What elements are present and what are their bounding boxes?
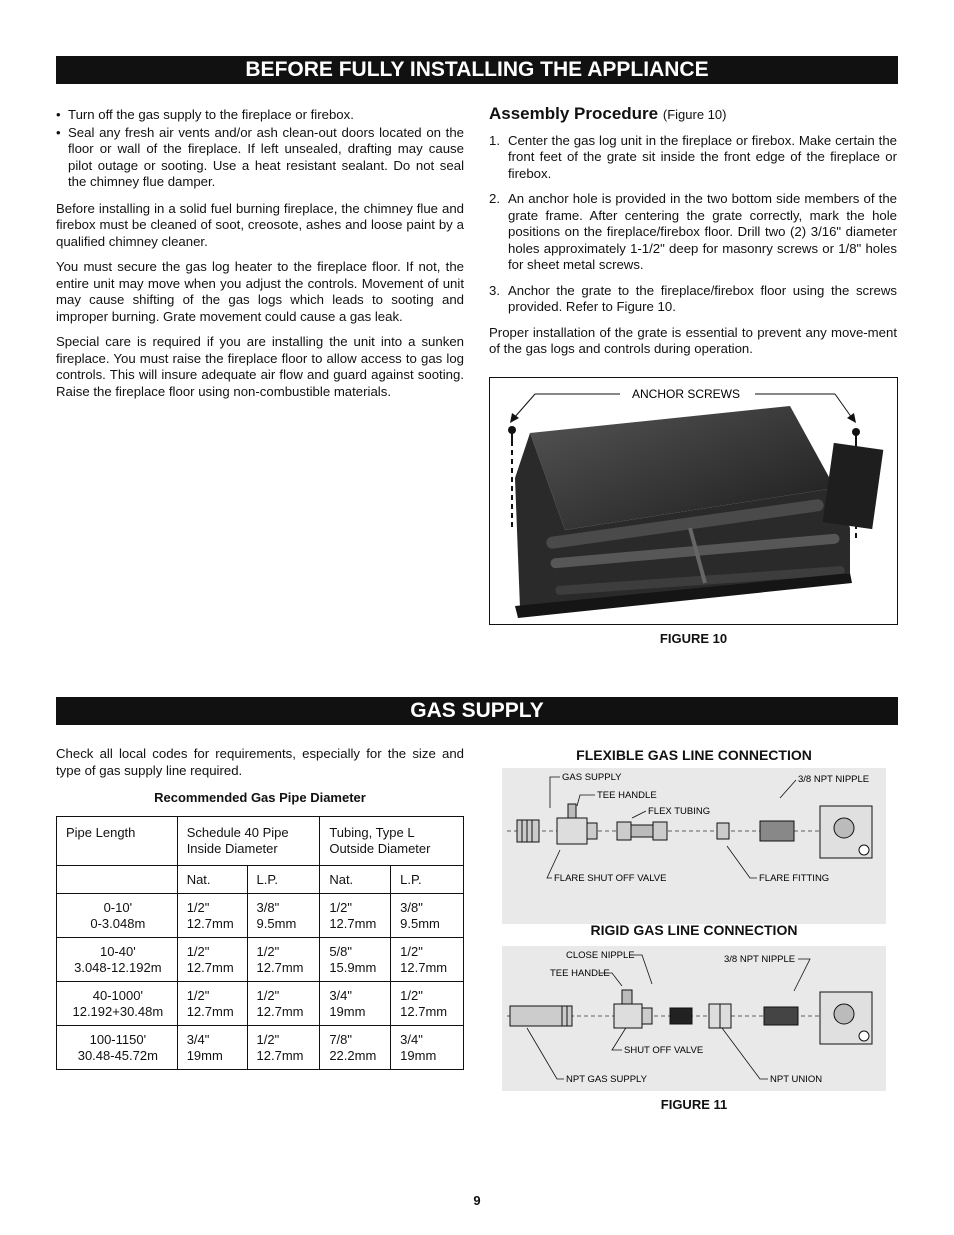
table-row <box>57 982 464 1026</box>
arrow-head <box>847 413 856 423</box>
page-number: 9 <box>473 1193 481 1208</box>
cell-line: 30.48-45.72m <box>77 1048 158 1063</box>
length-cell <box>57 938 178 982</box>
cell-line: 1/2" <box>256 944 280 959</box>
leader-line <box>550 777 560 808</box>
cell-line: 12.7mm <box>400 1004 448 1019</box>
step-text: Anchor the grate to the fireplace/firebox floor using the screws provided. Refer to Figure 10. <box>508 282 897 314</box>
table-row <box>57 894 464 938</box>
valve-port <box>859 1031 869 1041</box>
value-cell <box>247 982 320 1026</box>
anchor-screw-icon <box>508 426 516 434</box>
tee-handle-icon <box>568 804 576 818</box>
label-close-nipple: CLOSE NIPPLE <box>566 950 635 961</box>
empty-cell <box>57 866 178 894</box>
leader-line <box>794 959 810 991</box>
gas-supply-pipe <box>517 820 539 842</box>
figure10-grate-photo <box>489 377 898 625</box>
label-flare-valve: FLARE SHUT OFF VALVE <box>554 873 667 884</box>
value-cell <box>320 1026 391 1070</box>
bullet-item: • Turn off the gas supply to the fireplace or firebox. <box>56 107 464 124</box>
valve-outlet <box>587 823 597 839</box>
flexible-gas-line-diagram <box>502 768 886 924</box>
step-text: Center the gas log unit in the fireplace or firebox. Make certain the front feet of the grate sit inside the front edge of the fireplace or firebox. <box>508 132 897 181</box>
flare-fitting-icon <box>717 823 729 839</box>
leader-line <box>727 846 757 878</box>
cell-line: 0-3.048m <box>90 916 146 931</box>
value-cell <box>177 938 247 982</box>
value-cell <box>247 1026 320 1070</box>
cell-line: 1/2" <box>186 944 210 959</box>
table-header-row <box>57 817 464 866</box>
subheader-cell: Nat. <box>320 866 391 894</box>
label-npt-gas-supply: NPT GAS SUPPLY <box>566 1074 647 1085</box>
assembly-closing: Proper installation of the grate is essential to prevent any move-ment of the gas logs and controls during operation. <box>489 324 897 356</box>
flare-valve-body <box>557 818 587 844</box>
cell-line: 1/2" <box>400 988 423 1003</box>
assembly-steps <box>489 133 897 316</box>
section-title-before-installing: BEFORE FULLY INSTALLING THE APPLIANCE <box>56 56 898 84</box>
cell-line: 1/2" <box>256 1032 280 1047</box>
cell-line: 5/8" <box>329 944 353 959</box>
subheader-cell: L.P. <box>391 866 464 894</box>
assembly-heading <box>489 106 897 124</box>
subheader-cell: Nat. <box>177 866 247 894</box>
leader-line <box>527 1028 564 1079</box>
value-cell <box>247 894 320 938</box>
cell-line: 7/8" <box>329 1032 353 1047</box>
header-line: Schedule 40 Pipe <box>186 825 289 840</box>
step-text: An anchor hole is provided in the two bottom side members of the grate frame. After centering the grate correctly, mark the hole positions on the fireplace/firebox floor. Drill two (2) 3/16" diameter holes approximately 1-1/2" deep for masonry screws or 1/8" holes for sheet metal screws. <box>508 191 897 272</box>
flex-tubing-icon <box>631 825 653 837</box>
cell-line: 3/4" <box>400 1032 423 1047</box>
rigid-gas-line-diagram <box>502 946 886 1091</box>
cell-line: 3/4" <box>186 1032 210 1047</box>
flare-nut <box>653 822 667 840</box>
cell-line: 3/8" <box>400 900 423 915</box>
label-shut-off-valve: SHUT OFF VALVE <box>624 1045 704 1056</box>
cell-line: 12.7mm <box>256 1004 304 1019</box>
header-pipe-length: Pipe Length <box>57 817 178 866</box>
flex-connection-title: FLEXIBLE GAS LINE CONNECTION <box>576 747 812 763</box>
table-row <box>57 938 464 982</box>
value-cell <box>247 938 320 982</box>
cell-line: 12.7mm <box>186 916 234 931</box>
step-item <box>489 191 897 274</box>
npt-nipple-icon <box>760 821 794 841</box>
cell-line: 1/2" <box>400 944 423 959</box>
header-line: Tubing, Type L <box>329 825 415 840</box>
leader-line <box>632 811 646 818</box>
cell-line: 0-10' <box>103 900 133 915</box>
label-npt-nipple: 3/8 NPT NIPPLE <box>724 954 796 965</box>
cell-line: 1/2" <box>186 900 210 915</box>
npt-gas-supply-pipe <box>510 1006 572 1026</box>
header-line: Inside Diameter <box>186 841 278 856</box>
value-cell <box>320 894 391 938</box>
cell-line: 12.7mm <box>186 1004 234 1019</box>
label-npt-nipple: 3/8 NPT NIPPLE <box>798 774 870 785</box>
gas-pipe-diameter-table <box>56 816 464 1070</box>
leader-line <box>780 780 796 798</box>
valve-port <box>859 845 869 855</box>
cell-line: 12.7mm <box>256 960 304 975</box>
header-line: Outside Diameter <box>329 841 431 856</box>
rigid-connection-title: RIGID GAS LINE CONNECTION <box>590 922 798 938</box>
cell-line: 9.5mm <box>400 916 440 931</box>
gas-supply-intro <box>56 746 464 788</box>
length-cell <box>57 1026 178 1070</box>
header-tubing <box>320 817 464 866</box>
value-cell <box>391 982 464 1026</box>
cell-line: 1/2" <box>186 988 210 1003</box>
cell-line: 40-1000' <box>92 988 143 1003</box>
assembly-heading-text: Assembly Procedure <box>489 104 659 123</box>
pipe-table-title: Recommended Gas Pipe Diameter <box>154 790 366 805</box>
figure10-caption: FIGURE 10 <box>659 631 728 646</box>
step-number: 3. <box>489 282 500 298</box>
value-cell <box>320 938 391 982</box>
cell-line: 100-1150' <box>89 1032 147 1047</box>
assembly-procedure <box>489 106 897 367</box>
value-cell <box>177 1026 247 1070</box>
paragraph-chimney: Before installing in a solid fuel burning fireplace, the chimney flue and firebox must be cleaned of soot, creosote, ashes and loose paint by a qualified chimney cleaner. <box>56 200 464 249</box>
value-cell <box>177 894 247 938</box>
cell-line: 22.2mm <box>329 1048 377 1063</box>
label-flex-tubing: FLEX TUBING <box>648 806 711 817</box>
label-tee-handle: TEE HANDLE <box>597 790 657 801</box>
cell-line: 3/4" <box>329 988 353 1003</box>
figure11-caption: FIGURE 11 <box>660 1097 728 1112</box>
subheader-cell: L.P. <box>247 866 320 894</box>
cell-line: 15.9mm <box>329 960 377 975</box>
header-schedule40 <box>177 817 320 866</box>
value-cell <box>391 1026 464 1070</box>
step-number: 1. <box>489 132 500 148</box>
label-gas-supply: GAS SUPPLY <box>562 772 622 783</box>
cell-line: 19mm <box>400 1048 437 1063</box>
cell-line: 19mm <box>186 1048 223 1063</box>
flare-nut <box>617 822 631 840</box>
leader-line <box>577 795 595 806</box>
anchor-screw-icon <box>852 428 860 436</box>
step-item <box>489 283 897 316</box>
table-subheader-row <box>57 866 464 894</box>
control-valve-box <box>823 443 884 529</box>
arrow-line <box>835 394 852 418</box>
cell-line: 12.7mm <box>329 916 377 931</box>
cell-line: 9.5mm <box>256 916 297 931</box>
cell-line: 3/8" <box>256 900 280 915</box>
paragraph-sunken: Special care is required if you are installing the unit into a sunken fireplace. You must raise the fireplace floor to allow access to gas log controls. This will insure adequate air flow and guard against sooting. Raise the fireplace floor using non-combustible materials. <box>56 334 464 399</box>
value-cell <box>320 982 391 1026</box>
gas-supply-intro-text: Check all local codes for requirements, especially for the size and type of gas supply line required. <box>56 746 464 778</box>
npt-nipple-icon <box>764 1007 798 1025</box>
value-cell <box>391 938 464 982</box>
arrow-line <box>514 394 535 418</box>
left-column-text <box>56 107 464 409</box>
bullet-item: • Seal any fresh air vents and/or ash clean-out doors located on the floor or wall of the fireplace. If left unsealed, drafting may cause pilot outage or sooting. Use a heat resistant sealant. Do not seal the chimney flue damper. <box>56 125 464 191</box>
table-row <box>57 1026 464 1070</box>
value-cell <box>177 982 247 1026</box>
assembly-figure-ref: (Figure 10) <box>662 107 727 122</box>
step-item <box>489 133 897 183</box>
cell-line: 19mm <box>329 1004 366 1019</box>
step-number: 2. <box>489 191 500 206</box>
close-nipple-icon <box>642 1008 652 1024</box>
length-cell <box>57 894 178 938</box>
precaution-list <box>56 107 464 191</box>
label-tee-handle: TEE HANDLE <box>550 968 610 979</box>
leader-line <box>722 1028 768 1079</box>
value-cell <box>391 894 464 938</box>
pipe-nipple-icon <box>670 1008 692 1024</box>
cell-line: 1/2" <box>256 988 280 1003</box>
valve-knob <box>834 1004 854 1024</box>
length-cell <box>57 982 178 1026</box>
cell-line: 10-40' <box>99 944 136 959</box>
shut-off-valve-body <box>614 1004 642 1028</box>
paragraph-secure: You must secure the gas log heater to the fireplace floor. If not, the entire unit may move when you adjust the controls. Movement of unit may cause shifting of the gas logs which leads to sooting and improper burning. Grate movement could cause a gas leak. <box>56 259 464 324</box>
anchor-screws-label: ANCHOR SCREWS <box>631 387 741 401</box>
valve-knob <box>834 818 854 838</box>
rigid-diagram-svg <box>502 946 886 1091</box>
cell-line: 12.7mm <box>186 960 234 975</box>
cell-line: 12.7mm <box>400 960 448 975</box>
label-flare-fitting: FLARE FITTING <box>759 873 830 884</box>
section-title-gas-supply: GAS SUPPLY <box>56 697 898 725</box>
cell-line: 1/2" <box>329 900 353 915</box>
grate-illustration <box>490 378 897 624</box>
cell-line: 12.192+30.48m <box>72 1004 164 1019</box>
cell-line: 12.7mm <box>256 1048 304 1063</box>
label-npt-union: NPT UNION <box>770 1074 823 1085</box>
flex-diagram-svg <box>502 768 886 924</box>
tee-handle-icon <box>622 990 632 1004</box>
cell-line: 3.048-12.192m <box>74 960 162 975</box>
